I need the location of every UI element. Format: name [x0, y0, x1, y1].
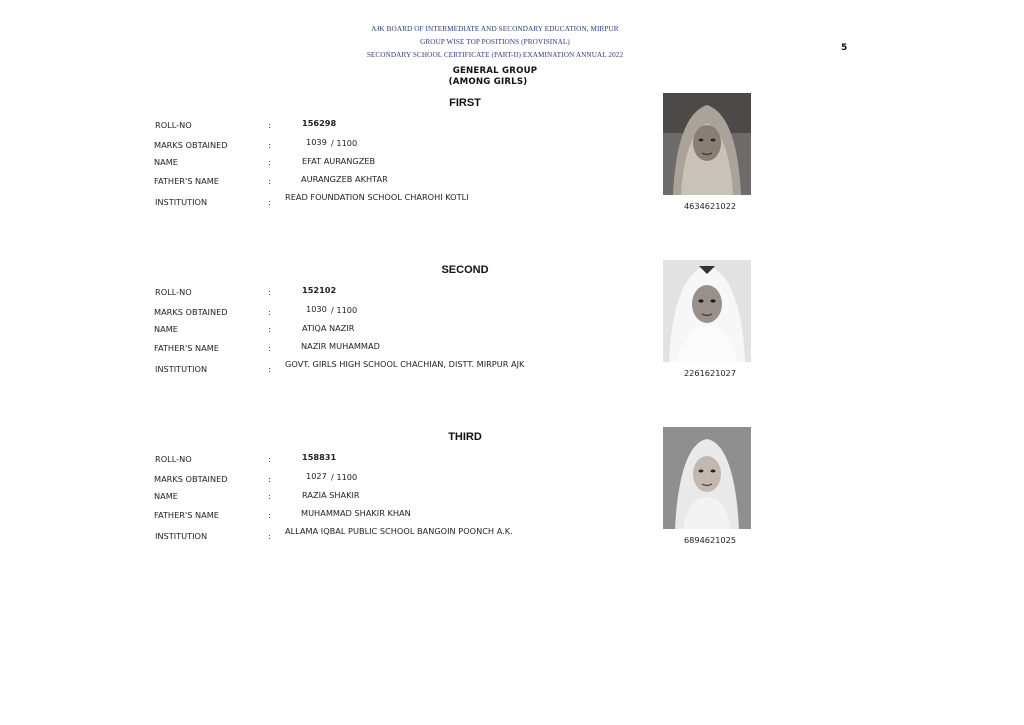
- group-title: GENERAL GROUP: [452, 66, 538, 76]
- marks-value: 1030: [306, 304, 327, 314]
- colon: :: [268, 474, 271, 484]
- colon: :: [268, 454, 271, 464]
- roll-no-value: 152102: [302, 285, 337, 295]
- name-label: NAME: [154, 324, 178, 334]
- position-title: THIRD: [448, 431, 482, 443]
- marks-label: MARKS OBTAINED: [154, 140, 228, 150]
- marks-label: MARKS OBTAINED: [154, 474, 228, 484]
- roll-no-label: ROLL-NO: [155, 287, 192, 297]
- student-photo: [663, 260, 751, 362]
- colon: :: [268, 531, 271, 541]
- colon: :: [268, 287, 271, 297]
- colon: :: [268, 364, 271, 374]
- student-photo: [663, 93, 751, 195]
- roll-no-label: ROLL-NO: [155, 120, 192, 130]
- position-title: SECOND: [441, 264, 489, 276]
- group-subtitle: (AMONG GIRLS): [448, 77, 528, 87]
- institution-label: INSTITUTION: [155, 197, 208, 207]
- roll-no-value: 158831: [302, 452, 337, 462]
- father-label: FATHER'S NAME: [154, 510, 219, 520]
- father-value: AURANGZEB AKHTAR: [301, 174, 388, 184]
- photo-id-number: 6894621025: [683, 535, 737, 545]
- colon: :: [268, 197, 271, 207]
- colon: :: [268, 491, 271, 501]
- institution-label: INSTITUTION: [155, 531, 208, 541]
- marks-total: / 1100: [331, 305, 358, 315]
- photo-id-number: 4634621022: [683, 201, 737, 211]
- institution-value: GOVT. GIRLS HIGH SCHOOL CHACHIAN, DISTT. MIRPUR AJK: [285, 359, 525, 369]
- student-photo: [663, 427, 751, 529]
- board-title: AJK BOARD OF INTERMEDIATE AND SECONDARY EDUCATION, MIRPUR: [371, 25, 619, 33]
- roll-no-value: 156298: [302, 118, 337, 128]
- name-label: NAME: [154, 157, 178, 167]
- roll-no-label: ROLL-NO: [155, 454, 192, 464]
- colon: :: [268, 176, 271, 186]
- name-label: NAME: [154, 491, 178, 501]
- colon: :: [268, 140, 271, 150]
- marks-value: 1027: [306, 471, 327, 481]
- institution-value: ALLAMA IQBAL PUBLIC SCHOOL BANGOIN POONCH A.K.: [285, 526, 513, 536]
- report-title: GROUP WISE TOP POSITIONS (PROVISINAL): [420, 38, 570, 46]
- colon: :: [268, 510, 271, 520]
- page-number: 5: [841, 43, 848, 53]
- photo-id-number: 2261621027: [683, 368, 737, 378]
- institution-label: INSTITUTION: [155, 364, 208, 374]
- name-value: EFAT AURANGZEB: [302, 156, 376, 166]
- colon: :: [268, 157, 271, 167]
- father-value: NAZIR MUHAMMAD: [301, 341, 380, 351]
- colon: :: [268, 307, 271, 317]
- marks-label: MARKS OBTAINED: [154, 307, 228, 317]
- marks-total: / 1100: [331, 472, 358, 482]
- colon: :: [268, 324, 271, 334]
- name-value: RAZIA SHAKIR: [302, 490, 360, 500]
- colon: :: [268, 120, 271, 130]
- exam-title: SECONDARY SCHOOL CERTIFICATE (PART-II) EXAMINATION ANNUAL 2022: [366, 51, 624, 59]
- institution-value: READ FOUNDATION SCHOOL CHAROHI KOTLI: [285, 192, 469, 202]
- name-value: ATIQA NAZIR: [302, 323, 355, 333]
- position-title: FIRST: [449, 97, 481, 109]
- marks-value: 1039: [306, 137, 327, 147]
- colon: :: [268, 343, 271, 353]
- father-value: MUHAMMAD SHAKIR KHAN: [301, 508, 411, 518]
- marks-total: / 1100: [331, 138, 358, 148]
- father-label: FATHER'S NAME: [154, 343, 219, 353]
- father-label: FATHER'S NAME: [154, 176, 219, 186]
